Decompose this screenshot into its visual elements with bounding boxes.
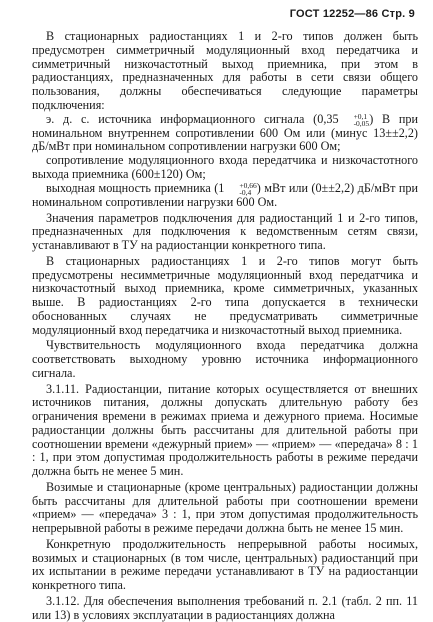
paragraph: 3.1.11. Радиостанции, питание которых осуществляется от внешних источников питания, должны допускать длительную работу без ограничения времени в режимах приема и дежурного приема. Носимые радиостанции должны быть рассчитаны для длительной работы при соотношении времени «дежурный прием» — «прием» — «передача» 8 : 1 : 1, при этом допустимая продолжительность работы в режиме передачи должна быть не менее 5 мин.: [32, 381, 418, 479]
power-parameter: [32, 182, 418, 210]
paragraph: сопротивление модуляционного входа передатчика и низкочастотного выхода приемника (600±120) Ом;: [32, 153, 418, 181]
tolerance-plus: +0,1: [353, 111, 368, 121]
paragraph: 3.1.12. Для обеспечения выполнения требований п. 2.1 (табл. 2 пп. 11 или 13) в условиях эксплуатации в радиостанциях должна: [32, 593, 418, 622]
paragraph: В стационарных радиостанциях 1 и 2-го типов должен быть предусмотрен симметричный модуляционный вход передатчика и симметричный низкочастотный выход приемника, при этом в радиостанциях, предназначенных для работы в сети связи общего пользования, должны обеспечиваться следующие параметры подключения:: [32, 29, 418, 112]
emf-tolerance: [340, 113, 370, 127]
power-tolerance: [225, 182, 256, 196]
text-fragment: э. д. с. источника информационного сигнала (0,35: [46, 111, 339, 126]
paragraph: Возимые и стационарные (кроме центральных) радиостанции должны быть рассчитаны для длительной работы при соотношении времени «прием» — «передача» 3 : 1, при этом допустимая продолжительность непрерывной работы в режиме передачи должна быть не менее 15 мин.: [32, 479, 418, 536]
text-fragment: ) мВт или (0±±2,2) дБ/мВт при номинальном сопротивлении нагрузки 600 Ом.: [32, 180, 418, 209]
page-header: ГОСТ 12252—86 Стр. 9: [289, 8, 415, 20]
text-fragment: ) В при номинальном внутреннем сопротивлении 600 Ом или (минус 13±±2,2) дБ/мВт при номинальном сопротивлении нагрузки 600 Ом;: [32, 111, 419, 154]
document-body: [32, 30, 418, 622]
tolerance-minus: -0,4: [239, 187, 252, 197]
text-fragment: выходная мощность приемника (1: [46, 180, 225, 195]
tolerance-minus: -0,05: [353, 118, 370, 128]
paragraph: Конкретную продолжительность непрерывной работы носимых, возимых и стационарных (в том числе, центральных) радиостанций при их испытании в режиме передачи устанавливают в ТУ на радиостанции конкретного типа.: [32, 536, 418, 593]
tolerance-plus: +0,66: [239, 180, 257, 190]
paragraph: Значения параметров подключения для радиостанций 1 и 2-го типов, предназначенных для подключения к ведомственным сетям связи, устанавливают в ТУ на радиостанции конкретного типа.: [32, 210, 418, 253]
emf-parameter: [32, 113, 418, 155]
paragraph: Чувствительность модуляционного входа передатчика должна соответствовать выходному уровню источника информационного сигнала.: [32, 338, 418, 380]
paragraph: В стационарных радиостанциях 1 и 2-го типов могут быть предусмотрены несимметричные модуляционный вход передатчика и низкочастотный выход приемника, кроме симметричных, указанных выше. В радиостанциях 2-го типа допускается в технически обоснованных случаях не предусматривать симметричные модуляционный вход передатчика и низкочастотный выход приемника.: [32, 253, 418, 337]
